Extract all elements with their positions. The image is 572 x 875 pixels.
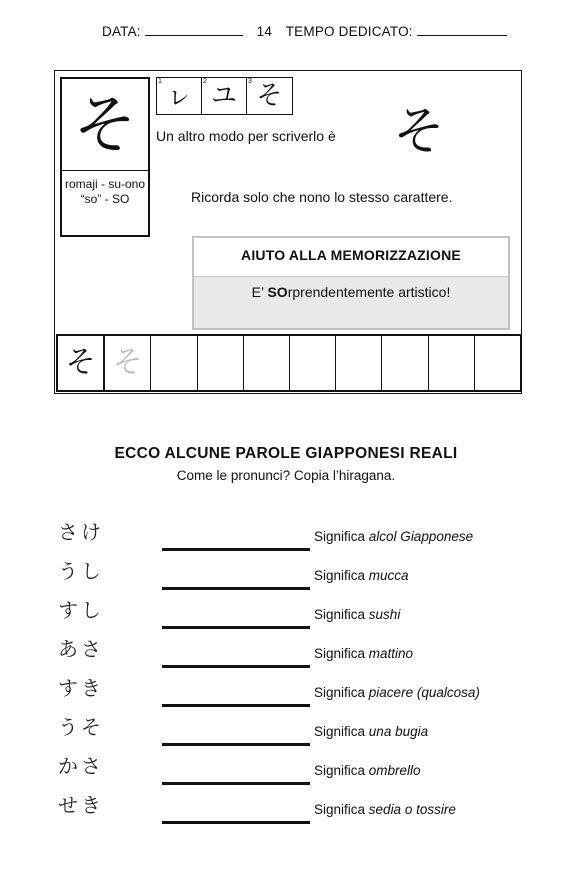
word-meaning <box>314 529 473 544</box>
main-kana-box <box>60 77 150 237</box>
alt-writing-text: Un altro modo per scriverlo è <box>156 128 336 144</box>
meaning-text: sushi <box>368 607 401 622</box>
stroke-kana: ㇾ <box>165 81 192 111</box>
memory-aid-rest: rprendentemente artistico! <box>287 284 451 300</box>
stroke-kana: そ <box>256 81 283 111</box>
meaning-text: piacere (qualcosa) <box>368 685 480 700</box>
memory-aid-text <box>194 277 508 307</box>
practice-cell[interactable] <box>336 336 382 390</box>
practice-cell-model: そ <box>58 336 105 390</box>
section-subtitle: Come le pronunci? Copia l’hiragana. <box>176 468 396 483</box>
word-meaning <box>314 724 428 739</box>
meaning-prefix: Significa <box>314 763 366 778</box>
stroke-number: 2 <box>203 78 207 85</box>
word-kana: さけ <box>58 520 104 544</box>
meaning-prefix: Significa <box>314 802 366 817</box>
stroke-step <box>202 78 247 114</box>
practice-cell-trace[interactable]: そ <box>105 336 151 390</box>
stroke-order <box>156 77 293 115</box>
date-field[interactable] <box>145 34 243 36</box>
box-divider <box>62 170 148 171</box>
romaji-label: romaji - su-ono “so” - SO <box>64 177 146 206</box>
meaning-prefix: Significa <box>314 568 366 583</box>
meaning-text: mucca <box>368 568 409 583</box>
practice-cell[interactable] <box>475 336 520 390</box>
worksheet-header <box>102 24 507 39</box>
stroke-step <box>157 78 202 114</box>
answer-line[interactable] <box>162 704 310 707</box>
stroke-kana: ユ <box>210 81 237 111</box>
answer-line[interactable] <box>162 743 310 746</box>
memory-aid-bold: SO <box>267 284 288 300</box>
practice-cell[interactable] <box>151 336 197 390</box>
word-meaning <box>314 568 409 583</box>
practice-row <box>56 334 522 392</box>
answer-line[interactable] <box>162 665 310 668</box>
word-meaning <box>314 607 400 622</box>
time-label: TEMPO DEDICATO: <box>285 24 413 39</box>
memory-aid-title: AIUTO ALLA MEMORIZZAZIONE <box>194 238 508 277</box>
stroke-step <box>247 78 292 114</box>
word-meaning <box>314 802 456 817</box>
word-kana: すき <box>58 676 104 700</box>
practice-cell[interactable] <box>244 336 290 390</box>
stroke-number: 1 <box>158 78 162 85</box>
meaning-text: mattino <box>368 646 414 661</box>
word-meaning <box>314 763 421 778</box>
meaning-prefix: Significa <box>314 646 366 661</box>
practice-cell[interactable] <box>382 336 428 390</box>
answer-line[interactable] <box>162 782 310 785</box>
section-title: ECCO ALCUNE PAROLE GIAPPONESI REALI <box>114 445 458 462</box>
meaning-prefix: Significa <box>314 685 366 700</box>
word-kana: かさ <box>58 754 104 778</box>
word-kana: すし <box>58 598 104 622</box>
answer-line[interactable] <box>162 626 310 629</box>
practice-cell[interactable] <box>198 336 244 390</box>
alt-kana: そ <box>393 102 446 162</box>
word-meaning <box>314 646 413 661</box>
word-kana: あさ <box>58 637 104 661</box>
meaning-text: una bugia <box>368 724 429 739</box>
data-label: DATA: <box>102 24 141 39</box>
answer-line[interactable] <box>162 821 310 824</box>
practice-cell[interactable] <box>429 336 475 390</box>
word-kana: せき <box>58 793 104 817</box>
meaning-text: sedia o tossire <box>368 802 456 817</box>
meaning-text: alcol Giapponese <box>368 529 474 544</box>
meaning-prefix: Significa <box>314 724 366 739</box>
memory-aid-prefix: E’ <box>251 284 268 300</box>
meaning-text: ombrello <box>368 763 421 778</box>
word-meaning <box>314 685 480 700</box>
remember-text: Ricorda solo che nono lo stesso carattere. <box>191 189 453 205</box>
answer-line[interactable] <box>162 548 310 551</box>
meaning-prefix: Significa <box>314 607 366 622</box>
time-field[interactable] <box>417 34 507 36</box>
stroke-number: 3 <box>248 78 252 85</box>
practice-cell[interactable] <box>290 336 336 390</box>
answer-line[interactable] <box>162 587 310 590</box>
main-kana: そ <box>73 89 137 163</box>
sheet-number: 14 <box>256 24 273 39</box>
word-kana: うし <box>58 559 104 583</box>
word-kana: うそ <box>58 715 104 739</box>
meaning-prefix: Significa <box>314 529 366 544</box>
memory-aid-box <box>192 236 510 330</box>
